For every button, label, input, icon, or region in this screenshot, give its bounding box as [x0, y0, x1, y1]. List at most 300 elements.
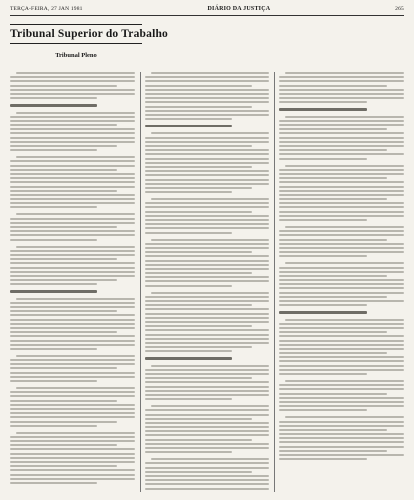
text-line-placeholder: [145, 272, 252, 274]
text-line-placeholder: [145, 162, 270, 164]
text-line-placeholder: [145, 296, 270, 298]
text-line-placeholder: [279, 267, 404, 269]
text-line-placeholder: [279, 97, 404, 99]
text-line-placeholder: [10, 218, 135, 220]
text-line-placeholder: [10, 440, 135, 442]
text-line-placeholder: [151, 292, 270, 294]
text-line-placeholder: [10, 344, 135, 346]
text-line-placeholder: [279, 186, 404, 188]
text-line-placeholder: [145, 346, 252, 348]
text-line-placeholder: [279, 340, 404, 342]
text-line-placeholder: [10, 457, 135, 459]
masthead-title: DIÁRIO DA JUSTIÇA: [207, 6, 271, 12]
text-line-placeholder: [145, 145, 252, 147]
text-line-placeholder: [279, 331, 386, 333]
text-line-placeholder: [279, 401, 404, 403]
text-line-placeholder: [10, 444, 117, 446]
text-line-placeholder: [145, 426, 270, 428]
text-line-placeholder: [145, 418, 252, 420]
text-line-placeholder: [145, 313, 270, 315]
text-line-placeholder: [16, 112, 135, 114]
text-line-placeholder: [145, 308, 270, 310]
text-paragraph-placeholder: [279, 416, 404, 460]
text-line-placeholder: [10, 169, 117, 171]
text-line-placeholder: [279, 458, 366, 460]
column-heading-bar: [145, 357, 270, 359]
text-columns: [10, 72, 404, 492]
text-line-placeholder: [145, 451, 232, 453]
text-line-placeholder: [145, 215, 270, 217]
text-paragraph-placeholder: [145, 132, 270, 193]
text-line-placeholder: [279, 397, 404, 399]
text-line-placeholder: [145, 386, 270, 388]
text-line-placeholder: [10, 97, 97, 99]
text-line-placeholder: [279, 365, 404, 367]
text-line-placeholder: [145, 179, 270, 181]
text-line-placeholder: [151, 365, 270, 367]
text-line-placeholder: [279, 93, 404, 95]
text-line-placeholder: [285, 380, 404, 382]
text-line-placeholder: [145, 97, 270, 99]
text-line-placeholder: [145, 430, 270, 432]
text-line-placeholder: [145, 369, 270, 371]
text-line-placeholder: [10, 80, 135, 82]
text-line-placeholder: [145, 280, 270, 282]
text-line-placeholder: [151, 72, 270, 74]
text-line-placeholder: [145, 300, 270, 302]
text-line-placeholder: [145, 471, 252, 473]
text-line-placeholder: [145, 439, 252, 441]
text-line-placeholder: [279, 101, 366, 103]
heading-line: [10, 104, 97, 106]
text-line-placeholder: [145, 251, 252, 253]
text-line-placeholder: [279, 393, 386, 395]
text-line-placeholder: [145, 264, 270, 266]
text-line-placeholder: [16, 432, 135, 434]
text-line-placeholder: [279, 384, 404, 386]
text-line-placeholder: [145, 381, 270, 383]
text-line-placeholder: [145, 219, 270, 221]
text-line-placeholder: [285, 226, 404, 228]
text-line-placeholder: [279, 287, 404, 289]
text-line-placeholder: [145, 479, 270, 481]
text-line-placeholder: [279, 181, 404, 183]
text-line-placeholder: [145, 390, 270, 392]
text-line-placeholder: [279, 247, 404, 249]
text-paragraph-placeholder: [279, 116, 404, 160]
text-line-placeholder: [279, 388, 404, 390]
text-line-placeholder: [145, 211, 252, 213]
text-line-placeholder: [279, 335, 404, 337]
text-line-placeholder: [10, 132, 135, 134]
text-line-placeholder: [10, 116, 135, 118]
text-line-placeholder: [151, 198, 270, 200]
text-line-placeholder: [279, 450, 386, 452]
text-line-placeholder: [279, 215, 404, 217]
text-line-placeholder: [10, 234, 135, 236]
text-line-placeholder: [10, 404, 135, 406]
text-line-placeholder: [10, 474, 135, 476]
text-line-placeholder: [10, 372, 135, 374]
text-line-placeholder: [279, 128, 386, 130]
page-number: 265: [395, 6, 404, 12]
text-line-placeholder: [16, 298, 135, 300]
text-line-placeholder: [10, 76, 135, 78]
column-heading-bar: [145, 125, 270, 127]
text-line-placeholder: [279, 239, 386, 241]
text-line-placeholder: [145, 149, 270, 151]
text-line-placeholder: [279, 454, 404, 456]
text-line-placeholder: [279, 219, 366, 221]
text-line-placeholder: [279, 360, 404, 362]
text-line-placeholder: [279, 211, 404, 213]
text-paragraph-placeholder: [279, 262, 404, 306]
text-line-placeholder: [10, 306, 135, 308]
text-line-placeholder: [279, 323, 404, 325]
text-line-placeholder: [145, 183, 270, 185]
text-paragraph-placeholder: [10, 298, 135, 350]
text-line-placeholder: [10, 380, 97, 382]
text-line-placeholder: [10, 222, 135, 224]
text-line-placeholder: [145, 93, 270, 95]
text-line-placeholder: [10, 230, 135, 232]
text-paragraph-placeholder: [10, 213, 135, 240]
text-line-placeholder: [279, 369, 404, 371]
text-line-placeholder: [279, 251, 404, 253]
text-line-placeholder: [145, 434, 270, 436]
text-line-placeholder: [279, 145, 404, 147]
text-paragraph-placeholder: [10, 432, 135, 484]
text-line-placeholder: [145, 329, 270, 331]
tribunal-heading: Tribunal Superior do Trabalho: [10, 28, 169, 40]
text-line-placeholder: [279, 446, 404, 448]
text-paragraph-placeholder: [145, 198, 270, 234]
text-line-placeholder: [145, 89, 270, 91]
text-line-placeholder: [279, 433, 404, 435]
text-line-placeholder: [10, 425, 97, 427]
text-line-placeholder: [10, 190, 117, 192]
text-paragraph-placeholder: [145, 458, 270, 492]
text-line-placeholder: [145, 350, 232, 352]
text-line-placeholder: [279, 255, 366, 257]
text-line-placeholder: [145, 467, 270, 469]
text-line-placeholder: [10, 359, 135, 361]
text-line-placeholder: [145, 118, 232, 120]
text-line-placeholder: [10, 319, 135, 321]
text-line-placeholder: [10, 327, 135, 329]
text-line-placeholder: [145, 398, 232, 400]
text-line-placeholder: [16, 355, 135, 357]
text-line-placeholder: [279, 206, 404, 208]
text-line-placeholder: [145, 255, 270, 257]
text-line-placeholder: [10, 412, 135, 414]
text-line-placeholder: [145, 101, 270, 103]
text-line-placeholder: [10, 160, 135, 162]
text-line-placeholder: [145, 114, 270, 116]
text-line-placeholder: [279, 275, 386, 277]
text-line-placeholder: [279, 304, 366, 306]
text-line-placeholder: [10, 93, 135, 95]
text-line-placeholder: [10, 137, 135, 139]
text-line-placeholder: [16, 213, 135, 215]
text-paragraph-placeholder: [145, 72, 270, 120]
text-paragraph-placeholder: [145, 365, 270, 401]
text-line-placeholder: [145, 141, 270, 143]
column-heading-bar: [10, 290, 135, 292]
text-paragraph-placeholder: [279, 226, 404, 257]
text-line-placeholder: [16, 387, 135, 389]
text-line-placeholder: [145, 342, 270, 344]
text-line-placeholder: [10, 323, 135, 325]
text-line-placeholder: [10, 267, 135, 269]
text-paragraph-placeholder: [10, 156, 135, 208]
text-line-placeholder: [145, 202, 270, 204]
text-line-placeholder: [10, 275, 135, 277]
text-line-placeholder: [145, 76, 270, 78]
text-line-placeholder: [10, 279, 117, 281]
text-paragraph-placeholder: [279, 319, 404, 375]
text-paragraph-placeholder: [279, 165, 404, 221]
text-line-placeholder: [145, 373, 270, 375]
text-line-placeholder: [279, 234, 404, 236]
text-line-placeholder: [145, 170, 270, 172]
text-line-placeholder: [145, 325, 252, 327]
text-line-placeholder: [279, 141, 404, 143]
text-line-placeholder: [145, 475, 270, 477]
column-heading-bar: [279, 108, 404, 110]
text-line-placeholder: [10, 271, 135, 273]
text-line-placeholder: [16, 246, 135, 248]
text-line-placeholder: [279, 85, 386, 87]
text-line-placeholder: [151, 405, 270, 407]
text-line-placeholder: [145, 223, 270, 225]
text-line-placeholder: [10, 89, 135, 91]
text-line-placeholder: [10, 202, 135, 204]
text-line-placeholder: [279, 230, 404, 232]
text-line-placeholder: [279, 352, 386, 354]
text-line-placeholder: [10, 408, 135, 410]
masthead: [10, 6, 404, 16]
text-line-placeholder: [279, 300, 404, 302]
text-line-placeholder: [145, 85, 252, 87]
text-line-placeholder: [279, 296, 386, 298]
text-line-placeholder: [145, 227, 270, 229]
text-line-placeholder: [10, 478, 135, 480]
heading-line: [145, 357, 232, 359]
text-line-placeholder: [10, 198, 135, 200]
text-line-placeholder: [10, 363, 135, 365]
text-line-placeholder: [10, 258, 117, 260]
text-line-placeholder: [279, 190, 404, 192]
text-line-placeholder: [145, 166, 252, 168]
heading-line: [10, 290, 97, 292]
text-line-placeholder: [279, 169, 404, 171]
text-line-placeholder: [10, 400, 117, 402]
text-line-placeholder: [145, 276, 270, 278]
text-line-placeholder: [279, 173, 404, 175]
column-3: [274, 72, 404, 492]
column-1: [10, 72, 135, 492]
text-paragraph-placeholder: [145, 239, 270, 287]
text-line-placeholder: [10, 465, 117, 467]
text-line-placeholder: [10, 461, 135, 463]
text-line-placeholder: [10, 421, 117, 423]
text-line-placeholder: [10, 250, 135, 252]
text-line-placeholder: [279, 405, 404, 407]
text-line-placeholder: [151, 239, 270, 241]
text-line-placeholder: [145, 377, 252, 379]
text-line-placeholder: [145, 153, 270, 155]
heading-line: [145, 125, 232, 127]
text-line-placeholder: [10, 436, 135, 438]
text-line-placeholder: [10, 145, 117, 147]
text-line-placeholder: [145, 443, 270, 445]
text-line-placeholder: [145, 158, 270, 160]
text-line-placeholder: [145, 232, 232, 234]
heading-line: [279, 108, 366, 110]
text-line-placeholder: [10, 181, 135, 183]
text-line-placeholder: [145, 285, 232, 287]
text-line-placeholder: [279, 124, 404, 126]
text-paragraph-placeholder: [10, 72, 135, 99]
text-line-placeholder: [10, 448, 135, 450]
text-line-placeholder: [279, 80, 404, 82]
text-line-placeholder: [285, 416, 404, 418]
text-line-placeholder: [10, 120, 135, 122]
masthead-date: TERÇA-FEIRA, 27 JAN 1981: [10, 6, 83, 12]
text-line-placeholder: [279, 120, 404, 122]
text-line-placeholder: [10, 376, 135, 378]
text-paragraph-placeholder: [10, 246, 135, 286]
text-line-placeholder: [145, 317, 270, 319]
text-paragraph-placeholder: [10, 355, 135, 382]
text-line-placeholder: [10, 453, 135, 455]
text-line-placeholder: [285, 165, 404, 167]
text-line-placeholder: [10, 302, 135, 304]
text-line-placeholder: [145, 338, 270, 340]
text-line-placeholder: [279, 243, 404, 245]
text-line-placeholder: [16, 156, 135, 158]
text-line-placeholder: [145, 191, 232, 193]
text-line-placeholder: [279, 348, 404, 350]
text-line-placeholder: [279, 429, 386, 431]
text-paragraph-placeholder: [145, 405, 270, 453]
text-line-placeholder: [279, 132, 404, 134]
column-heading-bar: [279, 311, 404, 313]
text-line-placeholder: [145, 394, 270, 396]
text-line-placeholder: [10, 262, 135, 264]
text-line-placeholder: [145, 247, 270, 249]
text-line-placeholder: [279, 202, 404, 204]
text-line-placeholder: [10, 310, 117, 312]
text-line-placeholder: [285, 319, 404, 321]
text-line-placeholder: [145, 447, 270, 449]
column-2: [140, 72, 270, 492]
text-line-placeholder: [10, 416, 135, 418]
text-line-placeholder: [279, 137, 404, 139]
text-paragraph-placeholder: [279, 72, 404, 103]
text-line-placeholder: [10, 177, 135, 179]
heading-line: [279, 311, 366, 313]
text-line-placeholder: [10, 141, 135, 143]
text-line-placeholder: [279, 271, 404, 273]
section-banner: [10, 24, 169, 44]
text-paragraph-placeholder: [145, 292, 270, 353]
text-line-placeholder: [10, 124, 117, 126]
text-line-placeholder: [10, 482, 97, 484]
text-line-placeholder: [279, 425, 404, 427]
text-line-placeholder: [279, 198, 386, 200]
text-line-placeholder: [279, 76, 404, 78]
text-line-placeholder: [145, 260, 270, 262]
text-line-placeholder: [10, 194, 135, 196]
text-line-placeholder: [145, 422, 270, 424]
text-line-placeholder: [279, 437, 404, 439]
text-line-placeholder: [145, 187, 252, 189]
text-line-placeholder: [151, 458, 270, 460]
text-line-placeholder: [279, 441, 404, 443]
text-line-placeholder: [10, 173, 135, 175]
text-line-placeholder: [145, 137, 270, 139]
text-line-placeholder: [145, 488, 270, 490]
text-line-placeholder: [10, 391, 135, 393]
text-line-placeholder: [151, 132, 270, 134]
text-line-placeholder: [10, 186, 135, 188]
text-line-placeholder: [285, 72, 404, 74]
text-line-placeholder: [279, 177, 386, 179]
text-line-placeholder: [10, 335, 135, 337]
text-line-placeholder: [279, 356, 404, 358]
text-line-placeholder: [145, 80, 270, 82]
text-line-placeholder: [10, 226, 117, 228]
text-line-placeholder: [145, 206, 270, 208]
text-line-placeholder: [10, 331, 117, 333]
text-line-placeholder: [145, 462, 270, 464]
text-line-placeholder: [279, 327, 404, 329]
text-line-placeholder: [279, 194, 404, 196]
text-line-placeholder: [279, 421, 404, 423]
text-line-placeholder: [145, 174, 270, 176]
text-line-placeholder: [145, 414, 270, 416]
text-line-placeholder: [10, 206, 97, 208]
text-line-placeholder: [279, 279, 404, 281]
text-line-placeholder: [279, 292, 404, 294]
text-line-placeholder: [145, 106, 252, 108]
text-line-placeholder: [145, 321, 270, 323]
text-line-placeholder: [16, 72, 135, 74]
text-line-placeholder: [10, 469, 135, 471]
text-line-placeholder: [145, 243, 270, 245]
text-paragraph-placeholder: [279, 380, 404, 411]
text-line-placeholder: [145, 268, 270, 270]
text-line-placeholder: [279, 283, 404, 285]
text-line-placeholder: [10, 348, 97, 350]
text-line-placeholder: [10, 314, 135, 316]
text-line-placeholder: [279, 89, 404, 91]
text-line-placeholder: [285, 116, 404, 118]
text-line-placeholder: [145, 483, 270, 485]
column-heading-bar: [10, 104, 135, 106]
text-line-placeholder: [10, 165, 135, 167]
text-line-placeholder: [10, 128, 135, 130]
text-line-placeholder: [145, 304, 252, 306]
text-line-placeholder: [279, 153, 404, 155]
text-line-placeholder: [10, 367, 117, 369]
text-paragraph-placeholder: [10, 387, 135, 427]
text-line-placeholder: [10, 340, 135, 342]
text-line-placeholder: [10, 395, 135, 397]
text-line-placeholder: [145, 334, 270, 336]
